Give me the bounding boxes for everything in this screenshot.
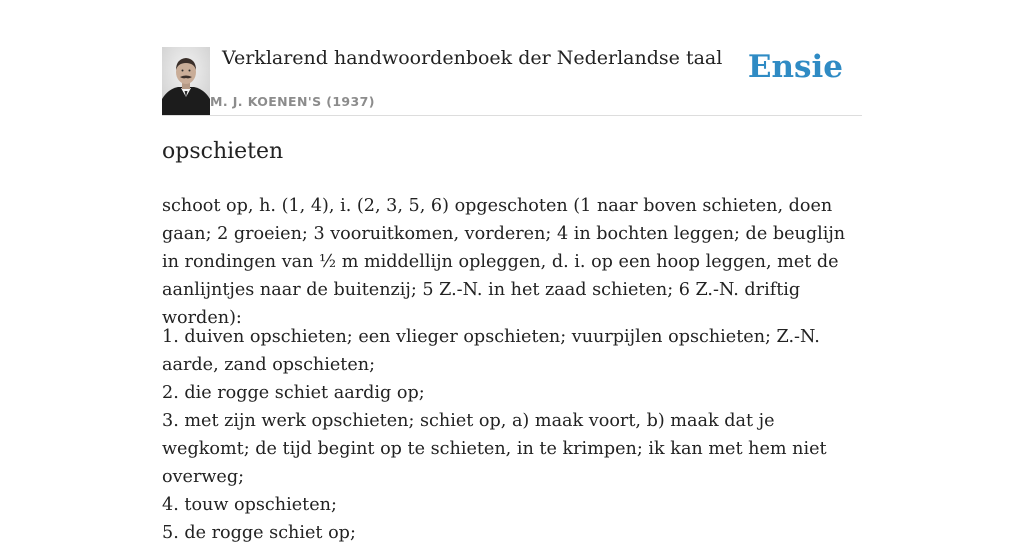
ensie-logo-link[interactable]: Ensie bbox=[747, 49, 843, 85]
author-avatar bbox=[162, 47, 210, 115]
site-header bbox=[162, 45, 862, 116]
list-item: 1. duiven opschieten; een vlieger opschieten; vuurpijlen opschieten; Z.-N. aarde, zand opschieten; bbox=[162, 327, 820, 375]
dictionary-title: Verklarend handwoordenboek der Nederlandse taal bbox=[222, 47, 723, 69]
author-label: M. J. KOENEN'S (1937) bbox=[210, 94, 375, 109]
author-portrait-icon bbox=[162, 47, 210, 115]
list-item: 3. met zijn werk opschieten; schiet op, a) maak voort, b) maak dat je wegkomt; de tijd begint op te schieten, in te krimpen; ik kan met hem niet overweg; bbox=[162, 411, 827, 487]
list-item: 2. die rogge schiet aardig op; bbox=[162, 383, 425, 403]
entry-definition: schoot op, h. (1, 4), i. (2, 3, 5, 6) opgeschoten (1 naar boven schieten, doen gaan; 2 groeien; 3 vooruitkomen, vorderen; 4 in bochten leggen; de beuglijn in rondingen van ½ m middellijn opleggen, d. i. op een hoop leggen, met de aanlijntjes naar de buitenzij; 5 Z.-N. in het zaad schieten; 6 Z.-N. driftig worden): bbox=[162, 196, 846, 328]
example-list bbox=[162, 323, 862, 547]
list-item: 5. de rogge schiet op; bbox=[162, 523, 356, 543]
entry-title: opschieten bbox=[162, 139, 284, 164]
list-item: 4. touw opschieten; bbox=[162, 495, 337, 515]
